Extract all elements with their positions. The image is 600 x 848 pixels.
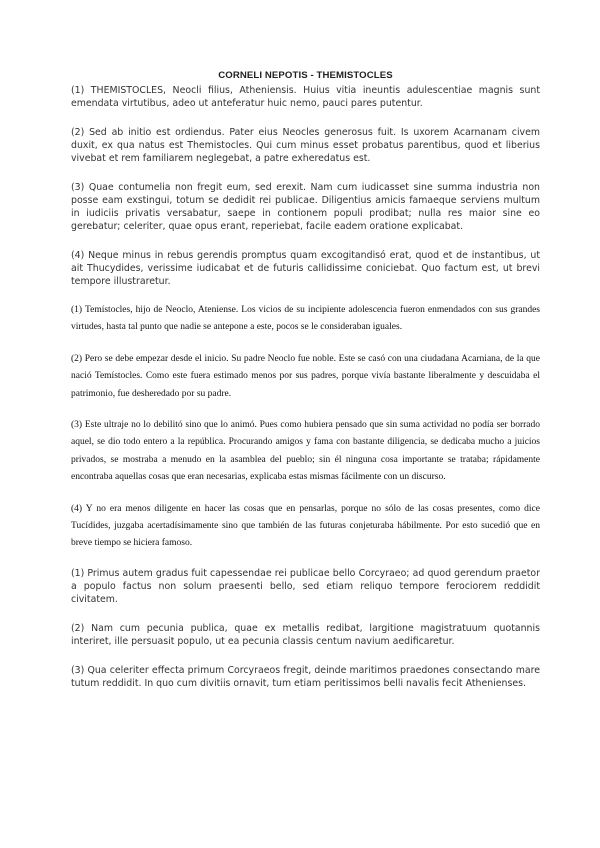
spanish-paragraph-2: (2) Pero se debe empezar desde el inicio. Su padre Neoclo fue noble. Este se casó con una ciudadana Acarniana, de la que nació Temístocles. Como este fuera estimado menos por sus padres, porque vivía bastante liberalmente y descuidaba el patrimonio, fue desheredado por su padre. (71, 353, 540, 399)
latin-paragraph-1: (1) THEMISTOCLES, Neocli filius, Atheniensis. Huius vitia ineuntis adulescentiae magnis sunt emendata virtutibus, adeo ut anteferatur huic nemo, pauci pares putentur. (71, 85, 540, 109)
spanish-paragraph-4: (4) Y no era menos diligente en hacer las cosas que en pensarlas, porque no sólo de las cosas presentes, como dice Tucídides, juzgaba acertadísimamente sino que también de las futuras conjeturaba hábilmente. Por esto sucedió que en breve tiempo se hiciera famoso. (71, 503, 540, 549)
latin-paragraph-5: (1) Primus autem gradus fuit capessendae rei publicae bello Corcyraeo; ad quod gerendum praetor a populo factus non solum praesenti bello, sed etiam reliquo tempore ferociorem reddidit civitatem. (71, 567, 540, 605)
spanish-paragraph-3: (3) Este ultraje no lo debilitó sino que lo animó. Pues como hubiera pensado que sin suma actividad no podía ser borrado aquel, se dio todo entero a la república. Procurando amigos y fama con bastante diligencia, se dedicaba mucho a juicios privados, se mostraba a menudo en la asamblea del pueblo; sin él ninguna cosa importante se trataba; rápidamente encontraba aquellas cosas que eran necesarias, explicaba estas mismas fácilmente con un discurso. (71, 420, 540, 483)
latin-paragraph-7: (3) Qua celeriter effecta primum Corcyraeos fregit, deinde maritimos praedones consectando mare tutum reddidit. In quo cum divitiis ornavit, tum etiam peritissimos belli navalis fecit Athenienses. (71, 664, 540, 689)
latin-paragraph-2: (2) Sed ab initio est ordiendus. Pater eius Neocles generosus fuit. Is uxorem Acarnanam civem duxit, ex qua natus est Themistocles. Qui cum minus esset probatus parentibus, quod et liberius vivebat et rem familiarem neglegebat, a patre exheredatus est. (71, 127, 540, 164)
latin-paragraph-4: (4) Neque minus in rebus gerendis promptus quam excogitandisó erat, quod et de instantibus, ut ait Thucydides, verissime iudicabat et de futuris callidissime coniciebat. Quo factum est, ut brevi tempore illustraretur. (71, 250, 540, 287)
latin-paragraph-6: (2) Nam cum pecunia publica, quae ex metallis redibat, largitione magistratuum quotannis interiret, ille persuasit populo, ut ea pecunia classis centum navium aedificaretur. (71, 622, 540, 647)
document-title: CORNELI NEPOTIS - THEMISTOCLES (218, 70, 393, 81)
latin-paragraph-3: (3) Quae contumelia non fregit eum, sed erexit. Nam cum iudicasset sine summa industria non posse eam exstingui, totum se dedidit rei publicae. Diligentius amicis famaeque serviens multum in iudiciis privatis versabatur, saepe in contionem populi prodibat; nulla res maior sine eo gerebatur; celeriter, quae opus erant, reperiebat, facile eadem oratione explicabat. (71, 182, 540, 232)
spanish-paragraph-1: (1) Temístocles, hijo de Neoclo, Ateniense. Los vicios de su incipiente adolescencia fueron enmendados con sus grandes virtudes, hasta tal punto que nadie se antepone a este, pocos se le consideraban iguales. (71, 305, 540, 333)
